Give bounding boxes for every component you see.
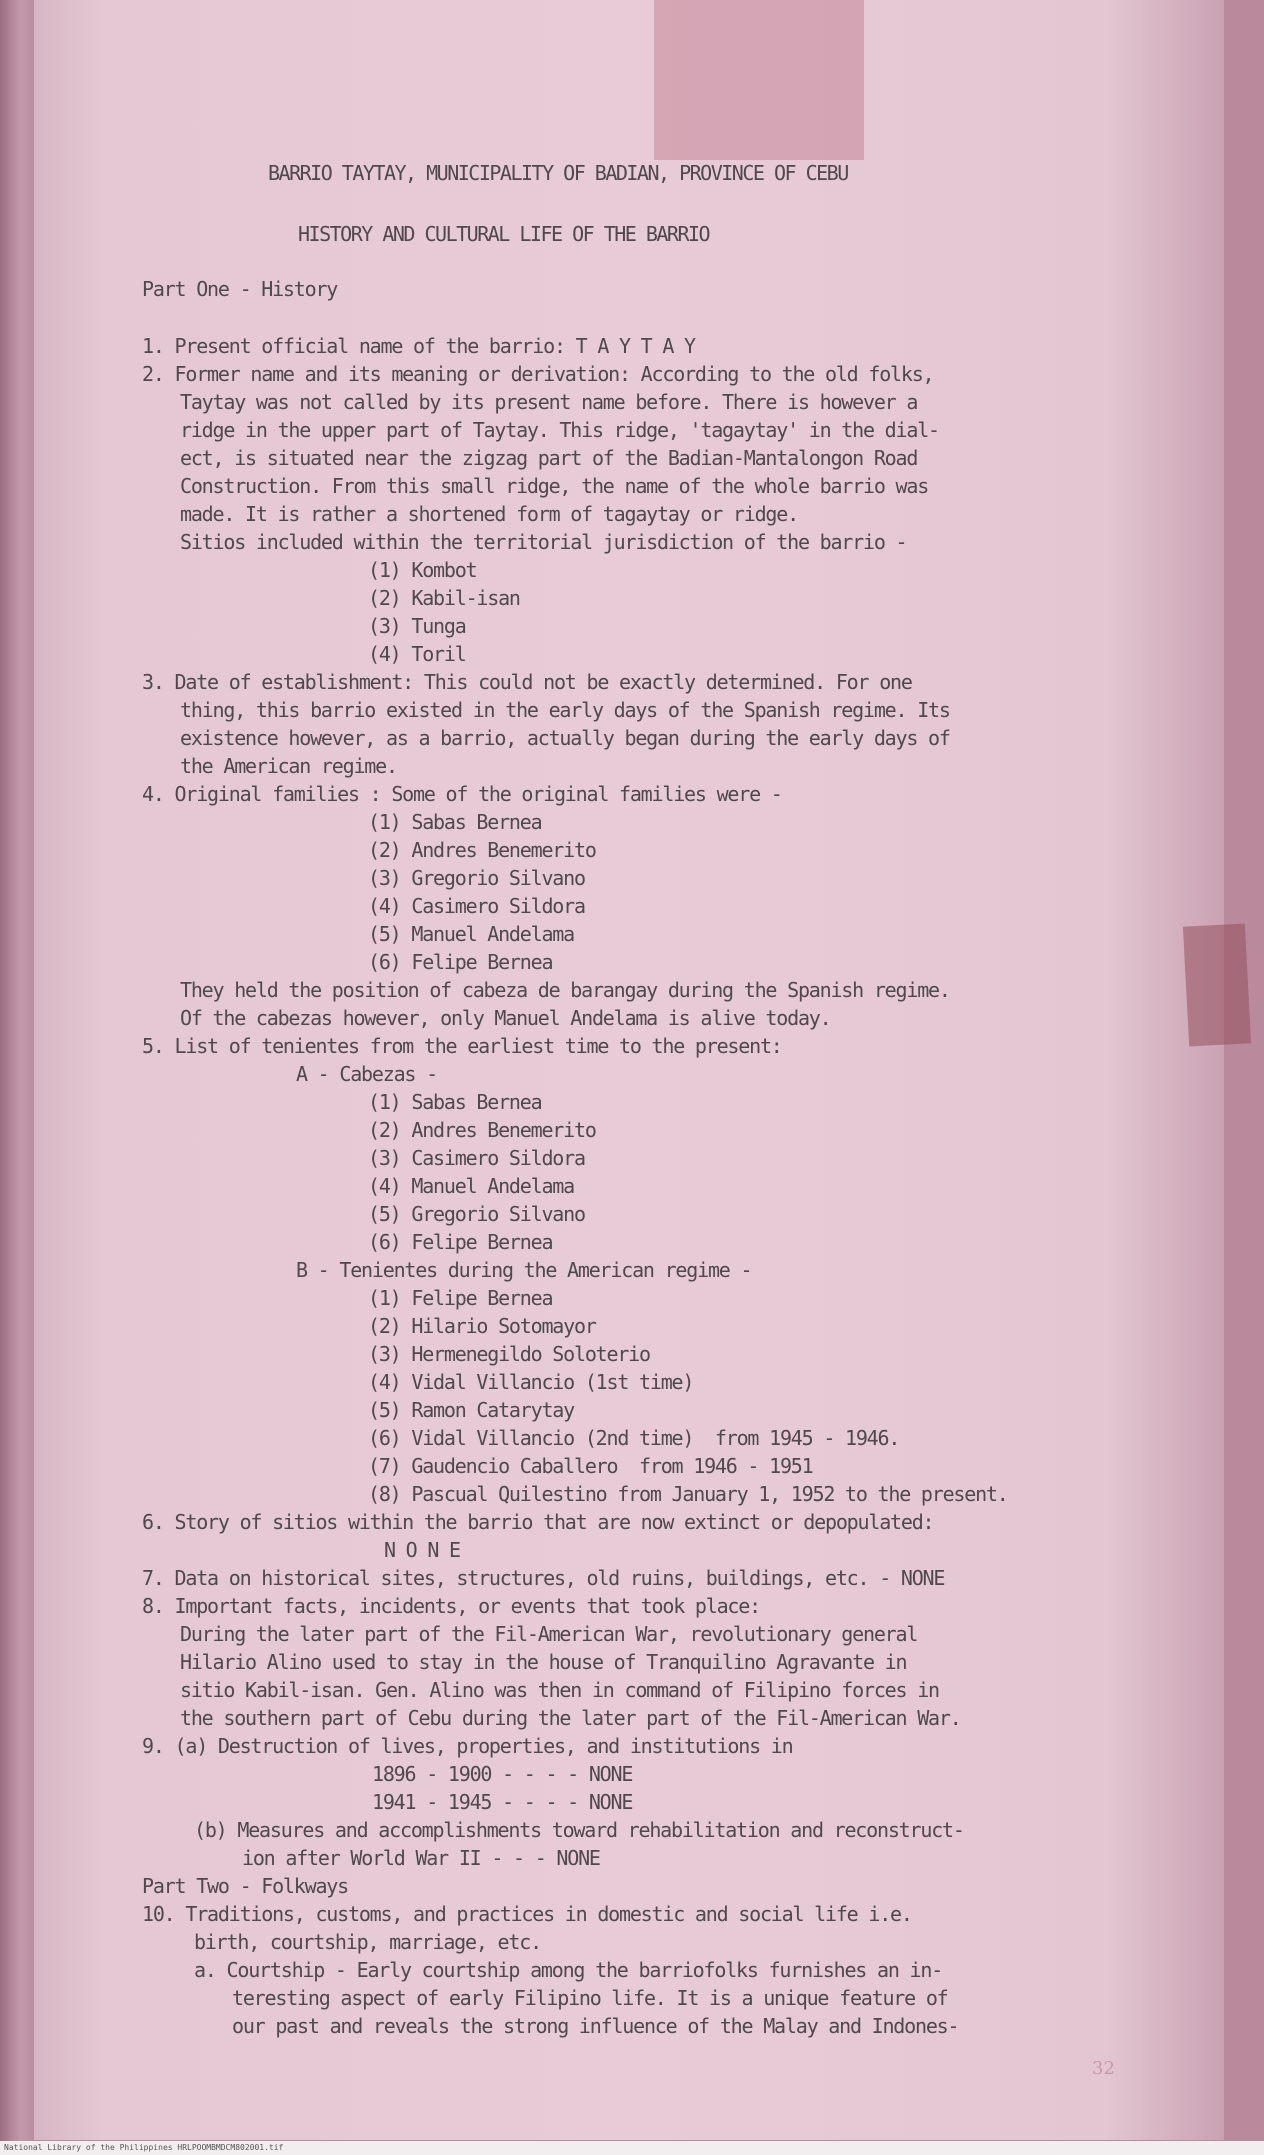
- list-item: (3) Gregorio Silvano: [368, 866, 585, 890]
- list-item: (3) Hermenegildo Soloterio: [368, 1342, 650, 1366]
- text-line: the southern part of Cebu during the later part of the Fil-American War.: [180, 1706, 961, 1730]
- list-item: (2) Andres Benemerito: [368, 1118, 596, 1142]
- text-line: 6. Story of sitios within the barrio that are now extinct or depopulated:: [142, 1510, 934, 1534]
- list-item: (5) Manuel Andelama: [368, 922, 574, 946]
- text-line: Of the cabezas however, only Manuel Andelama is alive today.: [180, 1006, 831, 1030]
- text-line: our past and reveals the strong influence of the Malay and Indones-: [232, 2014, 959, 2038]
- list-item: (6) Felipe Bernea: [368, 950, 553, 974]
- text-line: Sitios included within the territorial jurisdiction of the barrio -: [180, 530, 907, 554]
- text-line: 7. Data on historical sites, structures, old ruins, buildings, etc. - NONE: [142, 1566, 945, 1590]
- text-line: birth, courtship, marriage, etc.: [194, 1930, 541, 1954]
- text-line: (b) Measures and accomplishments toward rehabilitation and reconstruct-: [194, 1818, 964, 1842]
- text-line: Taytay was not called by its present name before. There is however a: [180, 390, 918, 414]
- text-line: During the later part of the Fil-American War, revolutionary general: [180, 1622, 918, 1646]
- list-item: (1) Felipe Bernea: [368, 1286, 553, 1310]
- text-line: ridge in the upper part of Taytay. This ridge, 'tagaytay' in the dial-: [180, 418, 939, 442]
- text-line: N O N E: [384, 1538, 460, 1562]
- list-item: (4) Vidal Villancio (1st time): [368, 1370, 694, 1394]
- list-item: 1941 - 1945 - - - - NONE: [372, 1790, 633, 1814]
- text-line: 5. List of tenientes from the earliest time to the present:: [142, 1034, 782, 1058]
- text-line: teresting aspect of early Filipino life. It is a unique feature of: [232, 1986, 948, 2010]
- list-item: (2) Kabil-isan: [368, 586, 520, 610]
- text-line: Construction. From this small ridge, the name of the whole barrio was: [180, 474, 929, 498]
- text-line: sitio Kabil-isan. Gen. Alino was then in command of Filipino forces in: [180, 1678, 939, 1702]
- list-item: (1) Sabas Bernea: [368, 1090, 542, 1114]
- text-line: 4. Original families : Some of the original families were -: [142, 782, 782, 806]
- part-one-heading: Part One - History: [142, 277, 338, 301]
- list-item: (6) Vidal Villancio (2nd time) from 1945 - 1946.: [368, 1426, 900, 1450]
- text-line: 10. Traditions, customs, and practices in domestic and social life i.e.: [142, 1902, 912, 1926]
- list-item: (1) Kombot: [368, 558, 477, 582]
- archive-footer: National Library of the Philippines HRLPOOMBMDCM802001.tif: [0, 2141, 1264, 2155]
- list-item: (5) Gregorio Silvano: [368, 1202, 585, 1226]
- text-line: They held the position of cabeza de barangay during the Spanish regime.: [180, 978, 950, 1002]
- list-item: (1) Sabas Bernea: [368, 810, 542, 834]
- text-line: 1. Present official name of the barrio: T A Y T A Y: [142, 334, 695, 358]
- text-line: ect, is situated near the zigzag part of the Badian-Mantalongon Road: [180, 446, 918, 470]
- text-line: 9. (a) Destruction of lives, properties, and institutions in: [142, 1734, 793, 1758]
- text-line: the American regime.: [180, 754, 397, 778]
- text-line: ion after World War II - - - NONE: [242, 1846, 600, 1870]
- list-heading: A - Cabezas -: [296, 1062, 437, 1086]
- list-item: (2) Hilario Sotomayor: [368, 1314, 596, 1338]
- list-item: (7) Gaudencio Caballero from 1946 - 1951: [368, 1454, 813, 1478]
- list-heading: B - Tenientes during the American regime -: [296, 1258, 752, 1282]
- list-item: 1896 - 1900 - - - - NONE: [372, 1762, 633, 1786]
- text-line: made. It is rather a shortened form of tagaytay or ridge.: [180, 502, 798, 526]
- page-number-mark: 32: [1092, 2058, 1115, 2079]
- text-line: a. Courtship - Early courtship among the barriofolks furnishes an in-: [194, 1958, 943, 1982]
- list-item: (6) Felipe Bernea: [368, 1230, 553, 1254]
- text-line: existence however, as a barrio, actually began during the early days of: [180, 726, 950, 750]
- list-item: (4) Toril: [368, 642, 466, 666]
- list-item: (3) Casimero Sildora: [368, 1146, 585, 1170]
- list-item: (5) Ramon Catarytay: [368, 1398, 574, 1422]
- text-line: 2. Former name and its meaning or derivation: According to the old folks,: [142, 362, 934, 386]
- part-two-heading: Part Two - Folkways: [142, 1874, 348, 1898]
- list-item: (8) Pascual Quilestino from January 1, 1952 to the present.: [368, 1482, 1008, 1506]
- text-line: thing, this barrio existed in the early days of the Spanish regime. Its: [180, 698, 950, 722]
- list-item: (3) Tunga: [368, 614, 466, 638]
- title-line-2: HISTORY AND CULTURAL LIFE OF THE BARRIO: [298, 222, 710, 246]
- text-line: 3. Date of establishment: This could not be exactly determined. For one: [142, 670, 912, 694]
- text-line: Hilario Alino used to stay in the house of Tranquilino Agravante in: [180, 1650, 907, 1674]
- list-item: (2) Andres Benemerito: [368, 838, 596, 862]
- text-line: 8. Important facts, incidents, or events that took place:: [142, 1594, 760, 1618]
- list-item: (4) Casimero Sildora: [368, 894, 585, 918]
- title-line-1: BARRIO TAYTAY, MUNICIPALITY OF BADIAN, PROVINCE OF CEBU: [268, 161, 848, 185]
- list-item: (4) Manuel Andelama: [368, 1174, 574, 1198]
